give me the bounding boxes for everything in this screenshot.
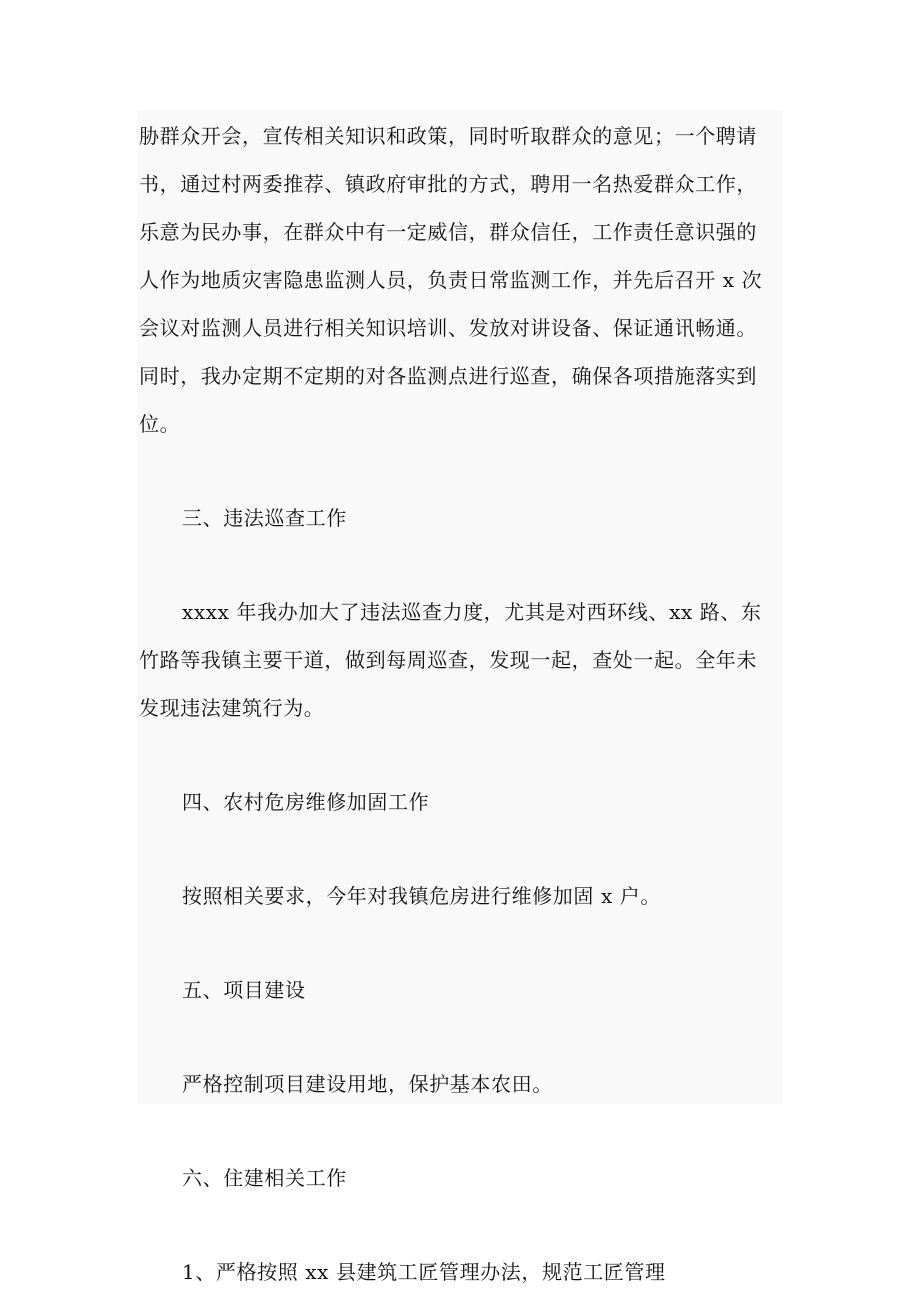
paragraph-3: 按照相关要求，今年对我镇危房进行维修加固 x 户。 — [182, 884, 661, 908]
paragraph-1 — [139, 112, 789, 448]
section-heading-5: 五、项目建设 — [182, 978, 306, 1002]
paragraph-line: 同时，我办定期不定期的对各监测点进行巡查，确保各项措施落实到 — [139, 364, 757, 388]
paragraph-line: 人作为地质灾害隐患监测人员，负责日常监测工作，并先后召开 x 次 — [139, 268, 763, 292]
paragraph-2 — [139, 588, 789, 732]
section-heading-3: 三、违法巡查工作 — [182, 506, 347, 530]
paragraph-5: 1、严格按照 xx 县建筑工匠管理办法，规范工匠管理 — [182, 1260, 666, 1284]
paragraph-line: 位。 — [139, 412, 181, 436]
paragraph-line: 乐意为民办事，在群众中有一定威信，群众信任，工作责任意识强的 — [139, 220, 757, 244]
section-heading-4: 四、农村危房维修加固工作 — [182, 790, 430, 814]
paragraph-4: 严格控制项目建设用地，保护基本农田。 — [182, 1072, 553, 1096]
paragraph-line: 书，通过村两委推荐、镇政府审批的方式，聘用一名热爱群众工作， — [139, 172, 757, 196]
paragraph-line: 竹路等我镇主要干道，做到每周巡查，发现一起，查处一起。全年未 — [139, 648, 757, 672]
paragraph-line: 会议对监测人员进行相关知识培训、发放对讲设备、保证通讯畅通。 — [139, 316, 757, 340]
paragraph-line: xxxx 年我办加大了违法巡查力度，尤其是对西环线、xx 路、东 — [182, 600, 762, 624]
document-content — [139, 110, 789, 1296]
section-heading-6: 六、住建相关工作 — [182, 1166, 347, 1190]
paragraph-line: 发现违法建筑行为。 — [139, 696, 325, 720]
paragraph-line: 胁群众开会，宣传相关知识和政策，同时听取群众的意见；一个聘请 — [139, 124, 757, 148]
